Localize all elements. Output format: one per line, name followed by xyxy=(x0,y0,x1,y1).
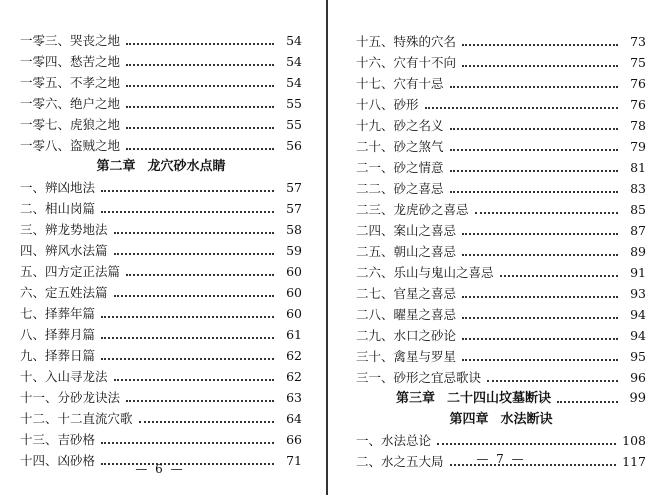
toc-right xyxy=(336,31,666,472)
toc-entry[interactable]: 一零四、愁苦之地 54 xyxy=(20,54,302,69)
toc-entry[interactable]: 二六、乐山与鬼山之喜忌 91 xyxy=(356,265,646,280)
toc-entry[interactable]: 二四、案山之喜忌 87 xyxy=(356,223,646,238)
toc-entry[interactable]: 一、水法总论 108 xyxy=(356,433,646,448)
toc-entry[interactable]: 二七、官星之喜忌 93 xyxy=(356,286,646,301)
toc-entry[interactable]: 二一、砂之情意 81 xyxy=(356,160,646,175)
toc-entry[interactable]: 十五、特殊的穴名 73 xyxy=(356,34,646,49)
toc-entry[interactable]: 十三、吉砂格 66 xyxy=(20,432,302,447)
toc-entry[interactable]: 十四、凶砂格 71 xyxy=(20,453,302,468)
toc-entry[interactable]: 十、入山寻龙法 62 xyxy=(20,369,302,384)
toc-entry[interactable]: 二九、水口之砂论 94 xyxy=(356,328,646,343)
toc-entry[interactable]: 二五、朝山之喜忌 89 xyxy=(356,244,646,259)
toc-entry[interactable]: 三一、砂形之宜忌歌诀 96 xyxy=(356,370,646,385)
chapter-title: 水法断诀 xyxy=(500,412,553,427)
toc-entry[interactable]: 十九、砂之名义 78 xyxy=(356,118,646,133)
toc-entry[interactable]: 一、辨凶地法 57 xyxy=(20,180,302,195)
toc-left xyxy=(0,30,320,471)
toc-entry[interactable]: 三十、禽星与罗星 95 xyxy=(356,349,646,364)
toc-entry[interactable]: 一零八、盗贼之地 56 xyxy=(20,138,302,153)
right-page xyxy=(336,0,666,495)
toc-entry[interactable]: 二三、龙虎砂之喜忌 85 xyxy=(356,202,646,217)
chapter-heading-2[interactable] xyxy=(0,156,320,177)
toc-entry[interactable]: 二、相山岗篇 57 xyxy=(20,201,302,216)
toc-entry[interactable]: 二十、砂之煞气 79 xyxy=(356,139,646,154)
toc-entry[interactable]: 十六、穴有十不向 75 xyxy=(356,55,646,70)
toc-entry[interactable]: 一零七、虎狼之地 55 xyxy=(20,117,302,132)
toc-entry[interactable]: 一零五、不孝之地 54 xyxy=(20,75,302,90)
toc-entry[interactable]: 一零三、哭丧之地 54 xyxy=(20,33,302,48)
page-number: — 6 — xyxy=(135,462,185,476)
left-page xyxy=(0,0,320,495)
toc-entry[interactable]: 三、辨龙势地法 58 xyxy=(20,222,302,237)
toc-entry[interactable]: 六、定五姓法篇 60 xyxy=(20,285,302,300)
chapter-heading-4[interactable] xyxy=(336,409,666,430)
chapter-number: 第二章 xyxy=(96,159,136,174)
book-gutter xyxy=(326,0,328,495)
chapter-title: 龙穴砂水点睛 xyxy=(147,159,226,174)
toc-entry[interactable]: 七、择葬年篇 60 xyxy=(20,306,302,321)
chapter-heading-3[interactable]: 第三章 二十四山坟墓断诀 99 xyxy=(396,391,646,406)
page-number: — 7 — xyxy=(476,452,526,466)
toc-entry[interactable]: 五、四方定正法篇 60 xyxy=(20,264,302,279)
toc-entry[interactable]: 十一、分砂龙诀法 63 xyxy=(20,390,302,405)
toc-entry[interactable]: 九、择葬日篇 62 xyxy=(20,348,302,363)
chapter-number: 第三章 xyxy=(396,391,436,406)
toc-entry[interactable]: 十二、十二直流穴歌 64 xyxy=(20,411,302,426)
toc-entry[interactable]: 一零六、绝户之地 55 xyxy=(20,96,302,111)
toc-entry[interactable]: 十七、穴有十忌 76 xyxy=(356,76,646,91)
toc-entry[interactable]: 二八、曜星之喜忌 94 xyxy=(356,307,646,322)
toc-entry[interactable]: 二、水之五大局 117 xyxy=(356,454,646,469)
toc-entry[interactable]: 八、择葬月篇 61 xyxy=(20,327,302,342)
toc-entry[interactable]: 十八、砂形 76 xyxy=(356,97,646,112)
toc-entry[interactable]: 二二、砂之喜忌 83 xyxy=(356,181,646,196)
chapter-number: 第四章 xyxy=(449,412,489,427)
toc-entry[interactable]: 四、辨风水法篇 59 xyxy=(20,243,302,258)
chapter-title: 二十四山坟墓断诀 xyxy=(447,391,552,406)
